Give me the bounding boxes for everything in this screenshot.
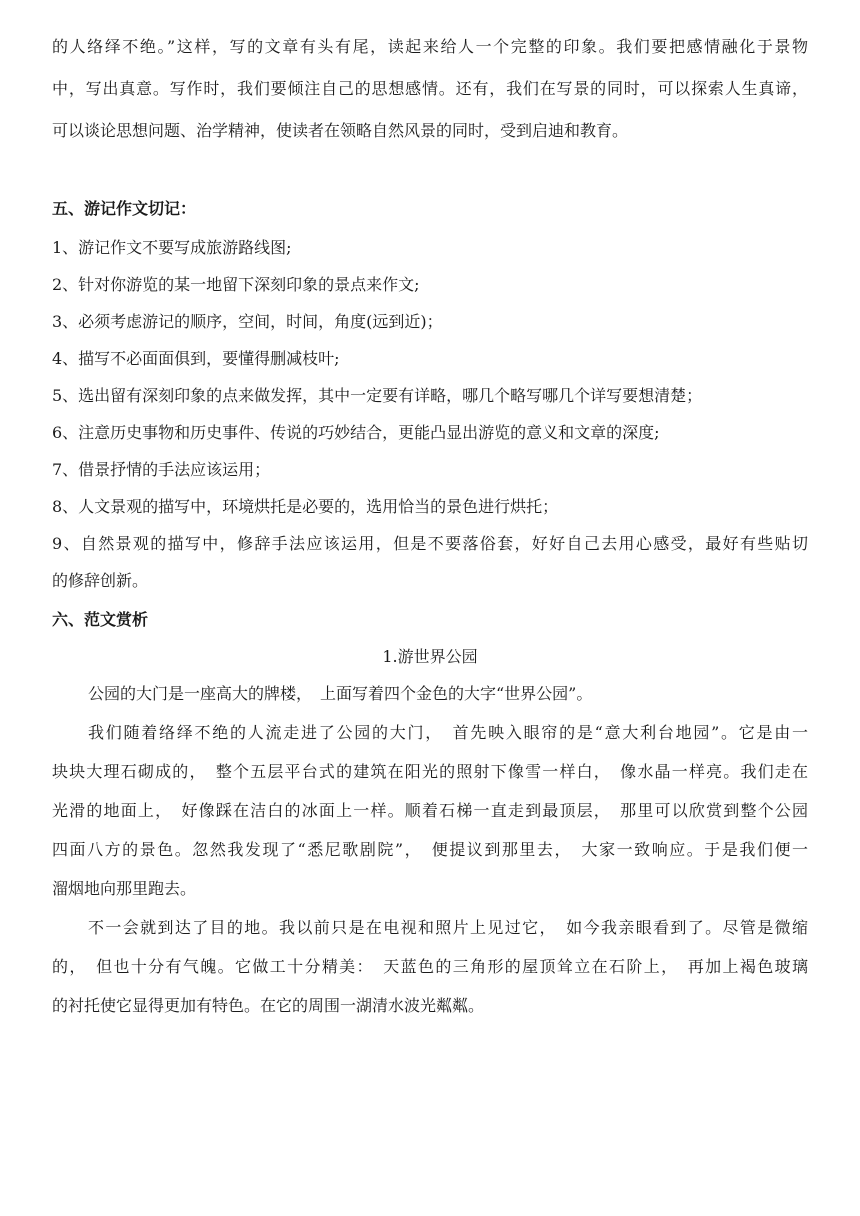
intro-line: 的人络绎不绝。”这样，写的文章有头有尾，读起来给人一个完整的印象。我们要把感情融化于景物 [52,37,808,56]
paragraph-line: 我们随着络绎不绝的人流走进了公园的大门， 首先映入眼帘的是“意大利台地园”。它是由一 [88,723,808,742]
section-heading: 六、范文赏析 [52,610,149,629]
list-item: 7、借景抒情的手法应该运用； [52,460,271,479]
list-item: 6、注意历史事物和历史事件、传说的巧妙结合，更能凸显出游览的意义和文章的深度; [52,423,660,442]
essay-title: 1.游世界公园 [382,647,478,666]
list-item: 4、描写不必面面俱到，要懂得删减枝叶; [52,349,340,368]
intro-line: 中，写出真意。写作时，我们要倾注自己的思想感情。还有，我们在写景的同时，可以探索人生真谛， [52,79,808,98]
paragraph-line: 公园的大门是一座高大的牌楼， 上面写着四个金色的大字“世界公园”。 [88,684,593,703]
list-item: 2、针对你游览的某一地留下深刻印象的景点来作文; [52,275,420,294]
paragraph-line: 光滑的地面上， 好像踩在洁白的冰面上一样。顺着石梯一直走到最顶层， 那里可以欣赏到整个公园 [52,801,808,820]
paragraph-line: 的， 但也十分有气魄。它做工十分精美： 天蓝色的三角形的屋顶耸立在石阶上， 再加上褐色玻璃 [52,957,808,976]
list-item: 5、选出留有深刻印象的点来做发挥，其中一定要有详略，哪几个略写哪几个详写要想清楚； [52,386,703,405]
paragraph-line: 溜烟地向那里跑去。 [52,879,197,898]
list-item: 8、人文景观的描写中，环境烘托是必要的，选用恰当的景色进行烘托； [52,497,559,516]
list-item: 9、自然景观的描写中，修辞手法应该运用，但是不要落俗套，好好自己去用心感受，最好有些贴切 [52,534,808,553]
paragraph-line: 块块大理石砌成的， 整个五层平台式的建筑在阳光的照射下像雪一样白， 像水晶一样亮。我们走在 [52,762,808,781]
list-item: 3、必须考虑游记的顺序，空间，时间，角度(远到近)； [52,312,443,331]
section-heading: 五、游记作文切记： [52,199,197,218]
paragraph-line: 的衬托使它显得更加有特色。在它的周围一湖清水波光粼粼。 [52,996,485,1015]
list-item-continuation: 的修辞创新。 [52,571,149,590]
list-item: 1、游记作文不要写成旅游路线图; [52,238,292,257]
paragraph-line: 四面八方的景色。忽然我发现了“悉尼歌剧院”， 便提议到那里去， 大家一致响应。于是我们便一 [52,840,808,859]
intro-line: 可以谈论思想问题、治学精神，使读者在领略自然风景的同时，受到启迪和教育。 [52,121,629,140]
paragraph-line: 不一会就到达了目的地。我以前只是在电视和照片上见过它， 如今我亲眼看到了。尽管是微缩 [88,918,808,937]
